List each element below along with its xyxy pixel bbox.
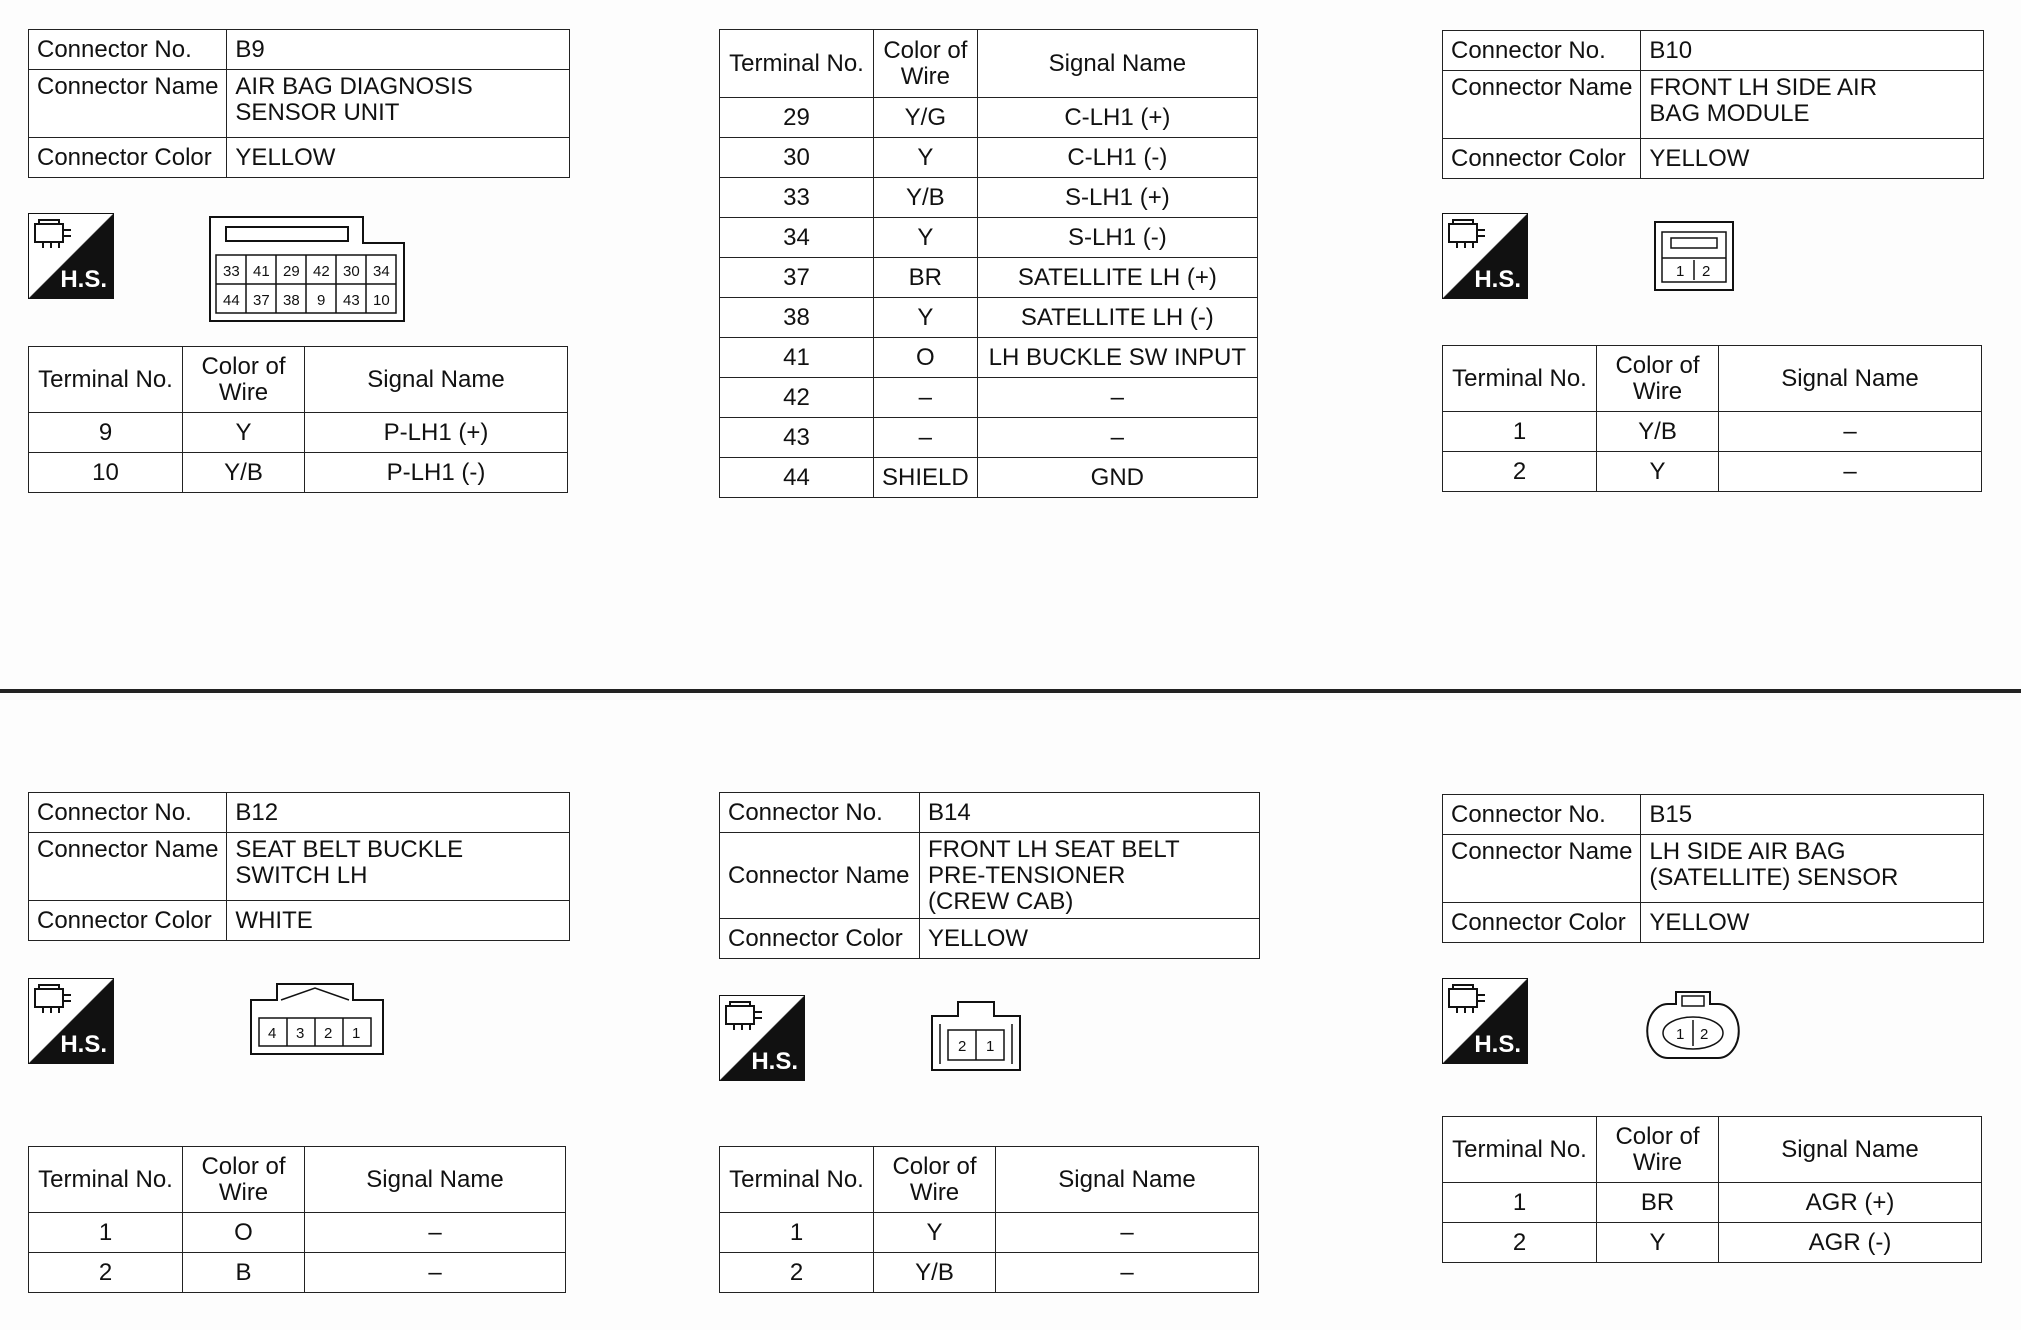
connector-color-label: Connector Color (29, 138, 227, 178)
signal-name-cell: – (996, 1253, 1259, 1293)
wire-color-header (183, 1147, 305, 1213)
table-row (1443, 452, 1982, 492)
b15-terminal-table (1442, 1116, 1982, 1263)
terminal-no-cell: 37 (720, 258, 874, 298)
terminal-no-cell: 33 (720, 178, 874, 218)
wire-color-cell: O (874, 338, 978, 378)
terminal-no-cell: 9 (29, 413, 183, 453)
section-divider (0, 689, 2021, 693)
pin-number: 4 (268, 1025, 277, 1042)
wire-color-cell: Y (874, 138, 978, 178)
connector-name-line: (SATELLITE) SENSOR (1649, 864, 1899, 891)
connector-no-label: Connector No. (720, 793, 920, 833)
connector-hand-icon (1447, 983, 1487, 1015)
pin-number: 30 (343, 263, 360, 280)
connector-no-label: Connector No. (1443, 31, 1641, 71)
signal-name-cell: P-LH1 (+) (305, 413, 568, 453)
wire-color-header (1597, 346, 1719, 412)
pin-number: 3 (296, 1025, 305, 1042)
wire-color-header (874, 30, 978, 98)
wire-color-header-line: Color of (1615, 351, 1700, 379)
table-row (720, 178, 1258, 218)
pin-number: 9 (317, 292, 326, 309)
connector-no-label: Connector No. (29, 30, 227, 70)
table-row (720, 298, 1258, 338)
wire-color-header-line: Wire (1632, 377, 1683, 405)
wire-color-cell: Y/B (874, 1253, 996, 1293)
connector-name-value (920, 833, 1260, 919)
wire-color-header-line: Color of (892, 1152, 977, 1180)
hs-label: H.S. (751, 1048, 798, 1075)
connector-hand-icon (1447, 218, 1487, 250)
terminal-no-cell: 34 (720, 218, 874, 258)
signal-name-cell: SATELLITE LH (-) (977, 298, 1257, 338)
signal-name-cell: P-LH1 (-) (305, 453, 568, 493)
table-row (720, 138, 1258, 178)
pin-number: 34 (373, 263, 390, 280)
hs-label: H.S. (1474, 1031, 1521, 1058)
wire-color-cell: Y (183, 413, 305, 453)
connector-name-label: Connector Name (720, 833, 920, 919)
terminal-no-cell: 41 (720, 338, 874, 378)
pin-number: 29 (283, 263, 300, 280)
harness-side-icon (719, 995, 805, 1081)
b10-info-table (1442, 30, 1984, 179)
b14-terminal-table (719, 1146, 1259, 1293)
b9-connector-diagram (208, 215, 406, 323)
connector-color-value: YELLOW (1641, 139, 1984, 179)
pin-number: 1 (352, 1025, 361, 1042)
pin-number: 2 (958, 1038, 967, 1055)
terminal-no-cell: 10 (29, 453, 183, 493)
signal-name-header: Signal Name (1719, 1117, 1982, 1183)
harness-side-icon (1442, 978, 1528, 1064)
b9-terminal-table-continued (719, 29, 1258, 498)
table-row (720, 1253, 1259, 1293)
connector-name-line: FRONT LH SIDE AIR (1649, 74, 1878, 101)
signal-name-header: Signal Name (996, 1147, 1259, 1213)
table-row (720, 338, 1258, 378)
wire-color-header-line: Color of (1615, 1122, 1700, 1150)
b15-connector-diagram (1646, 988, 1740, 1062)
connector-color-value: YELLOW (227, 138, 570, 178)
wire-color-cell: Y (1597, 452, 1719, 492)
connector-name-label: Connector Name (29, 833, 227, 901)
signal-name-header: Signal Name (305, 1147, 566, 1213)
terminal-no-header: Terminal No. (720, 30, 874, 98)
terminal-no-cell: 2 (29, 1253, 183, 1293)
b9-info-table (28, 29, 570, 178)
wire-color-cell: SHIELD (874, 458, 978, 498)
pin-number: 1 (1676, 263, 1685, 280)
terminal-no-cell: 1 (29, 1213, 183, 1253)
connector-name-line: PRE-TENSIONER (928, 862, 1126, 889)
pin-number: 43 (343, 292, 360, 309)
signal-name-cell: SATELLITE LH (+) (977, 258, 1257, 298)
connector-name-line: FRONT LH SEAT BELT (928, 836, 1180, 863)
terminal-no-cell: 43 (720, 418, 874, 458)
connector-name-line: SWITCH LH (235, 862, 368, 889)
connector-no-value: B14 (920, 793, 1260, 833)
wire-color-header-line: Color of (883, 36, 968, 64)
wire-color-cell: Y (874, 218, 978, 258)
terminal-no-cell: 2 (1443, 1223, 1597, 1263)
signal-name-cell: – (305, 1253, 566, 1293)
signal-name-cell: GND (977, 458, 1257, 498)
wire-color-header (874, 1147, 996, 1213)
connector-no-label: Connector No. (1443, 795, 1641, 835)
terminal-no-cell: 38 (720, 298, 874, 338)
connector-color-value: YELLOW (1641, 903, 1984, 943)
connector-name-label: Connector Name (1443, 71, 1641, 139)
connector-hand-icon (724, 1000, 764, 1032)
connector-hand-icon (33, 218, 73, 250)
connector-color-value: YELLOW (920, 919, 1260, 959)
connector-name-label: Connector Name (1443, 835, 1641, 903)
pin-number: 33 (223, 263, 240, 280)
pin-number: 10 (373, 292, 390, 309)
connector-name-value (1641, 835, 1984, 903)
terminal-no-header: Terminal No. (1443, 1117, 1597, 1183)
wire-color-header-line: Wire (218, 1178, 269, 1206)
table-row (29, 413, 568, 453)
connector-name-value (1641, 71, 1984, 139)
terminal-no-cell: 42 (720, 378, 874, 418)
hs-label: H.S. (60, 266, 107, 293)
signal-name-cell: LH BUCKLE SW INPUT (977, 338, 1257, 378)
wire-color-cell: Y (1597, 1223, 1719, 1263)
wire-color-header-line: Color of (201, 352, 286, 380)
hs-label: H.S. (1474, 266, 1521, 293)
connector-no-value: B10 (1641, 31, 1984, 71)
b12-terminal-table (28, 1146, 566, 1293)
terminal-no-header: Terminal No. (720, 1147, 874, 1213)
wire-color-cell: Y/B (1597, 412, 1719, 452)
pin-number: 38 (283, 292, 300, 309)
wire-color-header-line: Wire (909, 1178, 960, 1206)
b14-info-table (719, 792, 1260, 959)
harness-side-icon (28, 978, 114, 1064)
wire-color-header-line: Wire (1632, 1148, 1683, 1176)
connector-name-line: LH SIDE AIR BAG (1649, 838, 1846, 865)
signal-name-cell: – (1719, 452, 1982, 492)
wire-color-header (183, 347, 305, 413)
signal-name-header: Signal Name (977, 30, 1257, 98)
terminal-no-cell: 2 (720, 1253, 874, 1293)
table-row (29, 1253, 566, 1293)
wire-color-header-line: Color of (201, 1152, 286, 1180)
connector-name-line: AIR BAG DIAGNOSIS (235, 73, 473, 100)
table-row (720, 258, 1258, 298)
table-row (720, 378, 1258, 418)
signal-name-cell: – (1719, 412, 1982, 452)
wire-color-cell: B (183, 1253, 305, 1293)
wire-color-cell: – (874, 378, 978, 418)
wire-color-cell: O (183, 1213, 305, 1253)
connector-no-value: B15 (1641, 795, 1984, 835)
table-row (720, 418, 1258, 458)
connector-color-label: Connector Color (1443, 139, 1641, 179)
b12-connector-diagram (247, 980, 387, 1058)
connector-hand-icon (33, 983, 73, 1015)
terminal-no-cell: 1 (1443, 412, 1597, 452)
pin-number: 2 (1702, 263, 1711, 280)
connector-no-label: Connector No. (29, 793, 227, 833)
signal-name-cell: – (305, 1213, 566, 1253)
b12-info-table (28, 792, 570, 941)
wire-color-cell: Y/G (874, 98, 978, 138)
table-row (720, 218, 1258, 258)
signal-name-cell: – (996, 1213, 1259, 1253)
terminal-no-header: Terminal No. (29, 347, 183, 413)
pin-number: 42 (313, 263, 330, 280)
wire-color-cell: Y/B (874, 178, 978, 218)
harness-side-icon (28, 213, 114, 299)
terminal-no-cell: 29 (720, 98, 874, 138)
pin-number: 1 (1676, 1026, 1685, 1043)
harness-side-icon (1442, 213, 1528, 299)
connector-name-line: BAG MODULE (1649, 100, 1810, 127)
terminal-no-header: Terminal No. (1443, 346, 1597, 412)
hs-label: H.S. (60, 1031, 107, 1058)
wire-color-cell: Y (874, 1213, 996, 1253)
signal-name-cell: – (977, 418, 1257, 458)
b9-terminal-table (28, 346, 568, 493)
wire-color-cell: – (874, 418, 978, 458)
signal-name-cell: C-LH1 (+) (977, 98, 1257, 138)
wire-color-cell: Y (874, 298, 978, 338)
connector-color-label: Connector Color (720, 919, 920, 959)
connector-name-line: (CREW CAB) (928, 888, 1074, 915)
signal-name-cell: – (977, 378, 1257, 418)
terminal-no-cell: 2 (1443, 452, 1597, 492)
b15-info-table (1442, 794, 1984, 943)
connector-color-label: Connector Color (1443, 903, 1641, 943)
b10-terminal-table (1442, 345, 1982, 492)
pin-number: 2 (1700, 1026, 1709, 1043)
wire-color-header-line: Wire (900, 62, 951, 90)
terminal-no-cell: 30 (720, 138, 874, 178)
signal-name-header: Signal Name (1719, 346, 1982, 412)
connector-name-line: SEAT BELT BUCKLE (235, 836, 464, 863)
table-row (1443, 412, 1982, 452)
signal-name-cell: AGR (+) (1719, 1183, 1982, 1223)
table-row (720, 458, 1258, 498)
connector-name-line: SENSOR UNIT (235, 99, 400, 126)
terminal-no-cell: 44 (720, 458, 874, 498)
table-row (29, 453, 568, 493)
b14-connector-diagram (928, 1000, 1024, 1074)
pin-number: 44 (223, 292, 240, 309)
signal-name-cell: S-LH1 (-) (977, 218, 1257, 258)
table-row (1443, 1183, 1982, 1223)
wire-color-header (1597, 1117, 1719, 1183)
pin-number: 37 (253, 292, 270, 309)
table-row (720, 98, 1258, 138)
wire-color-header-line: Wire (218, 378, 269, 406)
signal-name-cell: S-LH1 (+) (977, 178, 1257, 218)
pin-number: 41 (253, 263, 270, 280)
table-row (29, 1213, 566, 1253)
terminal-no-cell: 1 (720, 1213, 874, 1253)
connector-name-value (227, 70, 570, 138)
pin-number: 1 (986, 1038, 995, 1055)
signal-name-cell: AGR (-) (1719, 1223, 1982, 1263)
terminal-no-cell: 1 (1443, 1183, 1597, 1223)
connector-name-value (227, 833, 570, 901)
connector-no-value: B9 (227, 30, 570, 70)
signal-name-header: Signal Name (305, 347, 568, 413)
terminal-no-header: Terminal No. (29, 1147, 183, 1213)
table-row (1443, 1223, 1982, 1263)
table-row (720, 1213, 1259, 1253)
b10-connector-diagram (1653, 220, 1735, 292)
wire-color-cell: BR (874, 258, 978, 298)
connector-color-value: WHITE (227, 901, 570, 941)
wire-color-cell: Y/B (183, 453, 305, 493)
wire-color-cell: BR (1597, 1183, 1719, 1223)
connector-name-label: Connector Name (29, 70, 227, 138)
connector-color-label: Connector Color (29, 901, 227, 941)
connector-no-value: B12 (227, 793, 570, 833)
signal-name-cell: C-LH1 (-) (977, 138, 1257, 178)
pin-number: 2 (324, 1025, 333, 1042)
